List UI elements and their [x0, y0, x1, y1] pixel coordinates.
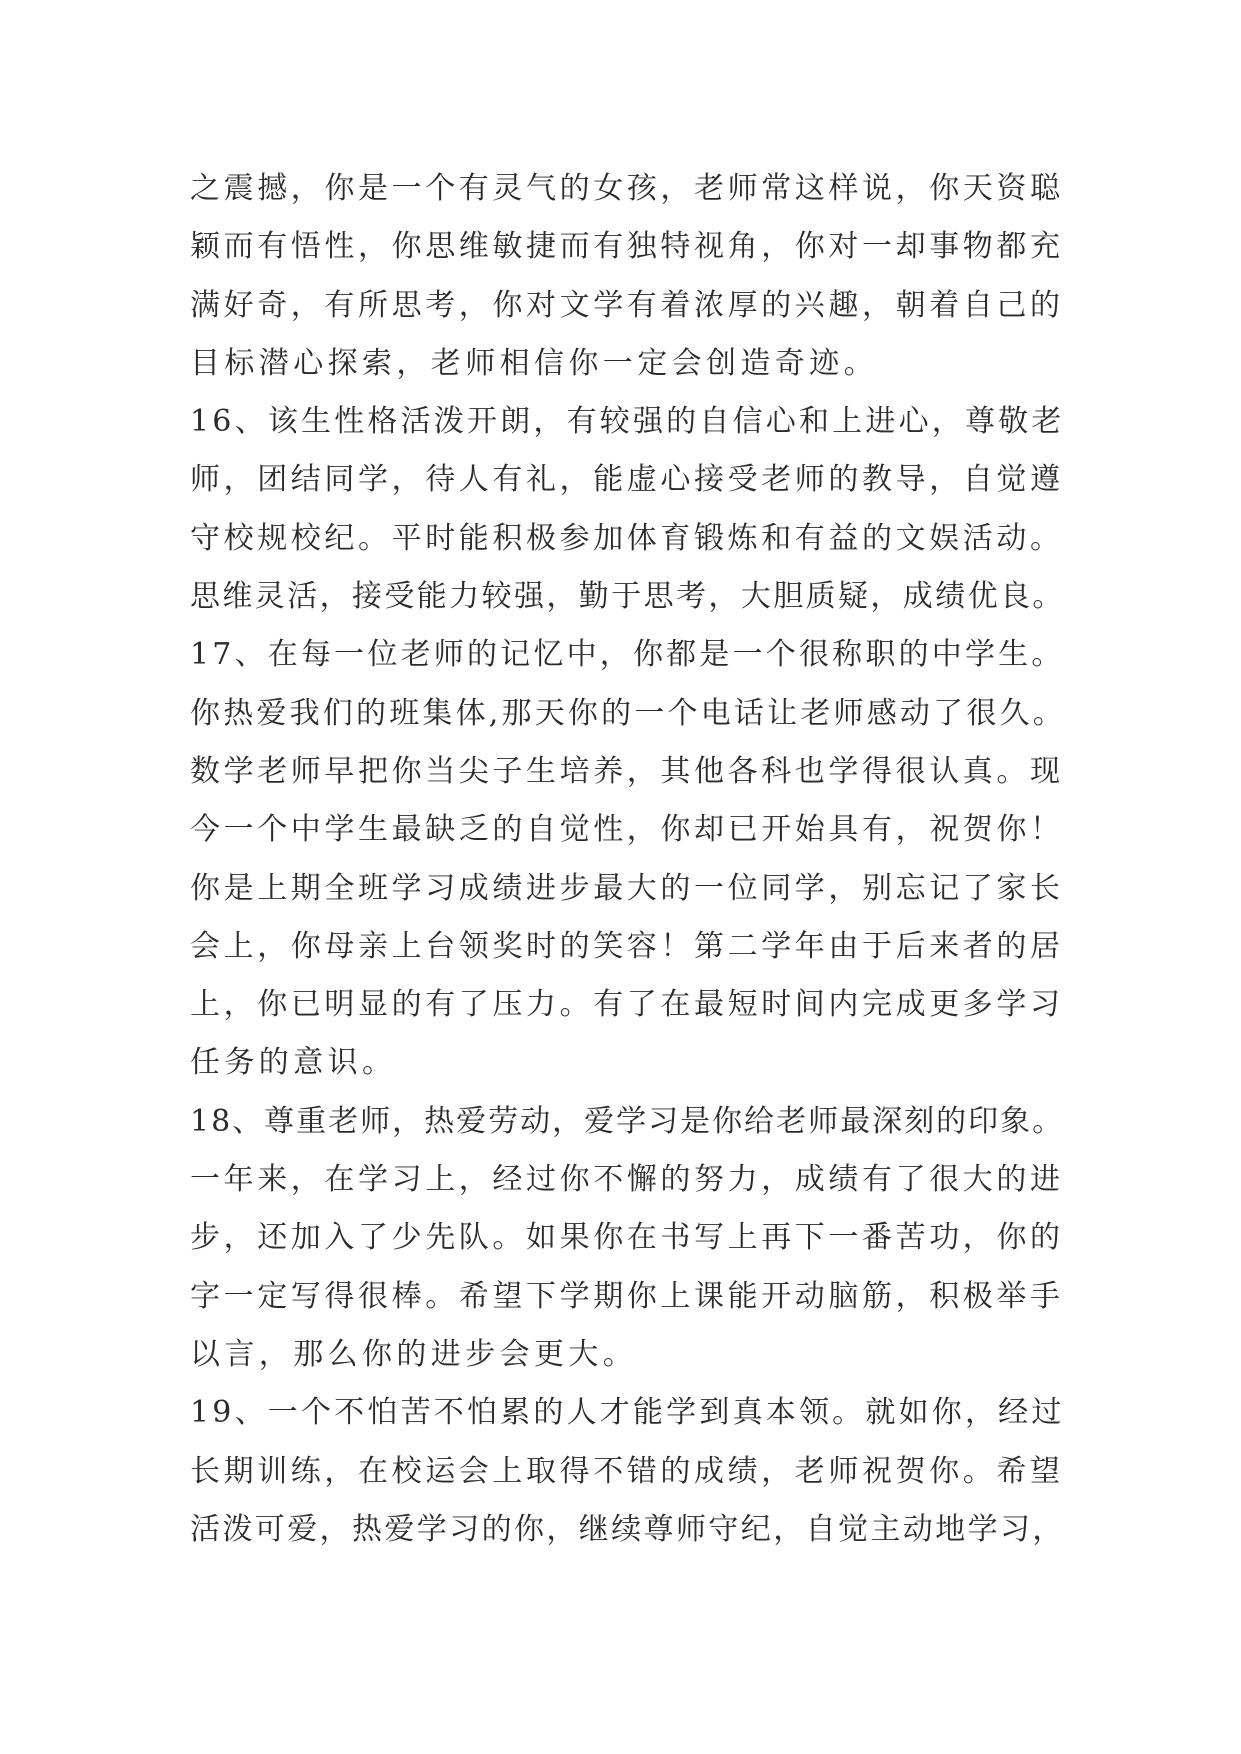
text-line: 字一定写得很棒。希望下学期你上课能开动脑筋，积极举手 — [190, 1278, 1064, 1314]
text-line: 以言，那么你的进步会更大。 — [190, 1336, 638, 1372]
text-line: 今一个中学生最缺乏的自觉性，你却已开始具有，祝贺你！ — [190, 812, 1064, 848]
text-line: 思维灵活，接受能力较强，勤于思考，大胆质疑，成绩优良。 — [190, 579, 1065, 615]
text-line: 满好奇，有所思考，你对文学有着浓厚的兴趣，朝着自己的 — [190, 287, 1064, 323]
text-line: 上，你已明显的有了压力。有了在最短时间内完成更多学习 — [190, 987, 1064, 1023]
text-line: 长期训练，在校运会上取得不错的成绩，老师祝贺你。希望 — [190, 1453, 1064, 1489]
text-line: 活泼可爱，热爱学习的你，继续尊师守纪，自觉主动地学习， — [190, 1511, 1065, 1547]
text-line: 会上，你母亲上台领奖时的笑容！第二学年由于后来者的居 — [190, 928, 1064, 964]
text-line: 守校规校纪。平时能积极参加体育锻炼和有益的文娱活动。 — [190, 520, 1064, 556]
text-line: 你是上期全班学习成绩进步最大的一位同学，别忘记了家长 — [190, 870, 1064, 906]
text-line: 你热爱我们的班集体,那天你的一个电话让老师感动了很久。 — [190, 695, 1066, 731]
text-line: 目标潜心探索，老师相信你一定会创造奇迹。 — [190, 345, 878, 381]
text-line: 颖而有悟性，你思维敏捷而有独特视角，你对一却事物都充 — [190, 229, 1064, 265]
text-line: 一年来，在学习上，经过你不懈的努力，成绩有了很大的进 — [190, 1162, 1064, 1198]
text-line: 师，团结同学，待人有礼，能虚心接受老师的教导，自觉遵 — [190, 462, 1064, 498]
text-line: 步，还加入了少先队。如果你在书写上再下一番苦功，你的 — [190, 1220, 1064, 1256]
text-line: 数学老师早把你当尖子生培养，其他各科也学得很认真。现 — [190, 753, 1064, 789]
text-line: 任务的意识。 — [190, 1045, 397, 1081]
text-line: 16、该生性格活泼开朗，有较强的自信心和上进心，尊敬老 — [190, 404, 1065, 440]
body-text — [190, 160, 1070, 1559]
text-line: 17、在每一位老师的记忆中，你都是一个很称职的中学生。 — [190, 637, 1065, 673]
text-line: 之震撼，你是一个有灵气的女孩，老师常这样说，你天资聪 — [190, 171, 1064, 206]
text-line: 19、一个不怕苦不怕累的人才能学到真本领。就如你，经过 — [190, 1395, 1065, 1431]
text-line: 18、尊重老师，热爱劳动，爱学习是你给老师最深刻的印象。 — [190, 1103, 1065, 1139]
